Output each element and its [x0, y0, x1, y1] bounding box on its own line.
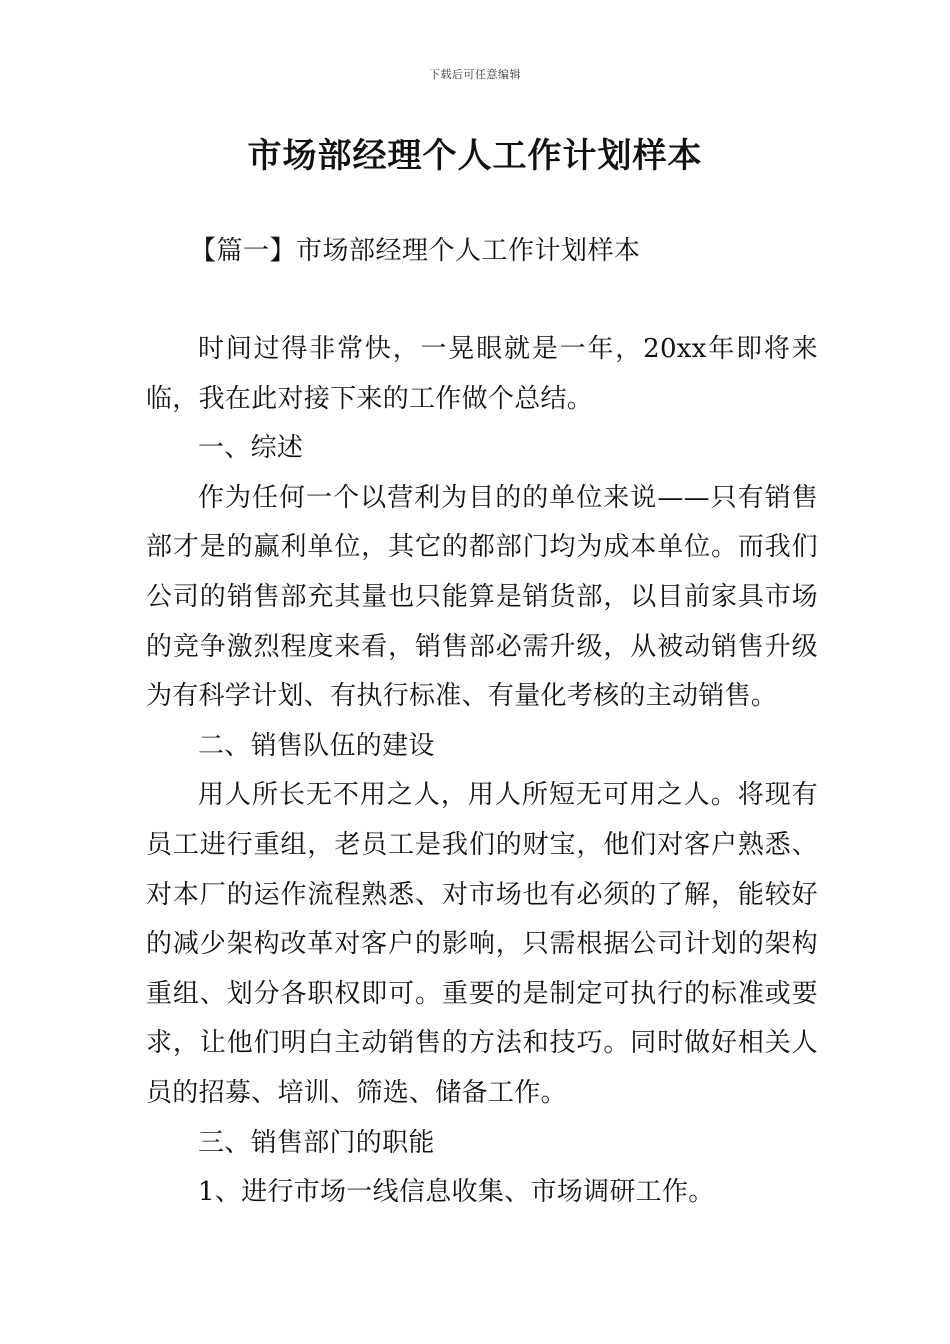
- section-heading: 【篇一】市场部经理个人工作计划样本: [190, 236, 641, 266]
- list-item-function-1: 1、进行市场一线信息收集、市场调研工作。: [198, 1177, 715, 1208]
- heading-sales-functions: 三、销售部门的职能: [198, 1127, 435, 1158]
- paragraph-overview: 作为任何一个以营利为目的的单位来说——只有销售部才是的赢利单位，其它的都部门均为成本单位。而我们公司的销售部充其量也只能算是销货部，以目前家具市场的竞争激烈程度来看，销售部必需升级，从被动销售升级为有科学计划、有执行标准、有量化考核的主动销售。: [146, 482, 818, 712]
- paragraph-intro: 时间过得非常快，一晃眼就是一年，20xx年即将来临，我在此对接下来的工作做个总结。: [146, 334, 818, 414]
- header-note: 下载后可任意编辑: [429, 68, 521, 81]
- document-title: 市场部经理个人工作计划样本: [247, 136, 703, 176]
- paragraph-sales-team: 用人所长无不用之人，用人所短无可用之人。将现有员工进行重组，老员工是我们的财宝，他们对客户熟悉、对本厂的运作流程熟悉、对市场也有必须的了解，能较好的减少架构改革对客户的影响，只需根据公司计划的架构重组、划分各职权即可。重要的是制定可执行的标准或要求，让他们明白主动销售的方法和技巧。同时做好相关人员的招募、培训、筛选、储备工作。: [146, 780, 818, 1108]
- heading-overview: 一、综述: [198, 433, 304, 464]
- heading-sales-team: 二、销售队伍的建设: [198, 730, 435, 761]
- document-body: [146, 325, 818, 1218]
